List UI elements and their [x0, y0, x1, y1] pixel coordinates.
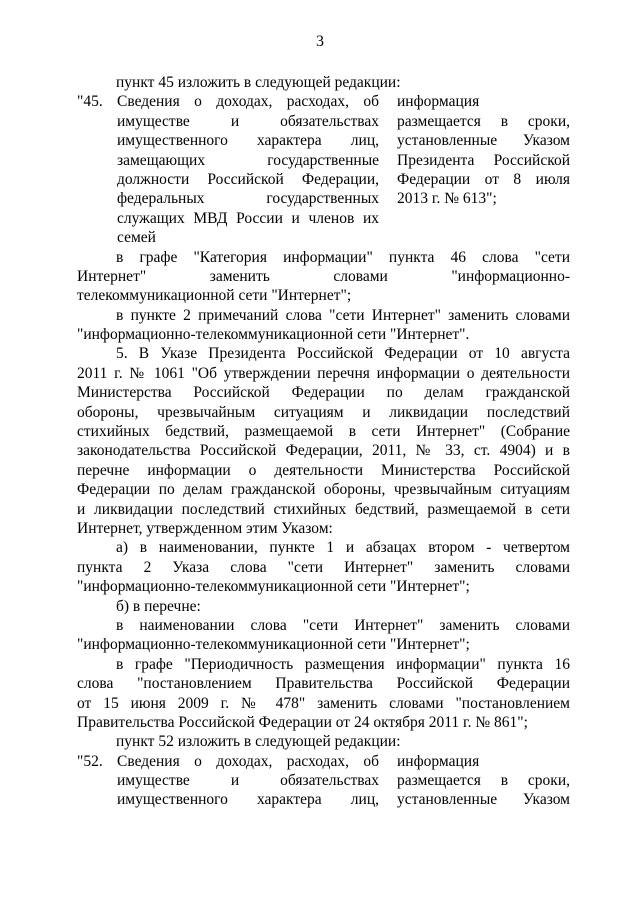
text-line: "информационно-телекоммуникационной сети "Интернет"; [77, 578, 470, 596]
document-body [77, 73, 570, 810]
info-category-cell: замещающих государственные [117, 151, 379, 169]
item-number [77, 131, 117, 150]
text-line: Интернет" заменить словами "информационно- [77, 267, 570, 285]
periodicity-cell [397, 228, 570, 247]
paragraph-subitem-a [77, 538, 570, 596]
text-line: в графе "Категория информации" пункта 46 слова "сети [116, 248, 570, 266]
periodicity-cell: Федерации от 8 июля [397, 170, 570, 188]
info-category-cell: Сведения о доходах, расходах, об [117, 93, 379, 111]
info-category-cell: Сведения о доходах, расходах, об [117, 752, 379, 770]
paragraph-section-5 [77, 344, 570, 538]
text-line: 2011 г. № 1061 "Об утверждении перечня информации о деятельности [77, 364, 570, 382]
periodicity-cell: установленные Указом [397, 791, 570, 809]
periodicity-cell: информация [397, 93, 480, 111]
text-line: "информационно-телекоммуникационной сети "Интернет". [77, 326, 470, 344]
item-number: "52. [77, 752, 103, 770]
text-line: в графе "Периодичность размещения информации" пункта 16 [116, 655, 570, 673]
periodicity-cell: 2013 г. № 613"; [397, 190, 497, 208]
item-number [77, 790, 117, 809]
item-number [77, 151, 117, 170]
table-row [77, 92, 570, 111]
paragraph-title-change [77, 616, 570, 655]
text-line: перечне информации о деятельности Министерства Российской [77, 461, 570, 479]
item-number: "45. [77, 93, 103, 111]
info-category-cell: имуществе и обязательствах [117, 772, 379, 790]
info-category-cell: должности Российской Федерации, [117, 170, 379, 188]
item-number [77, 189, 117, 208]
table-row [77, 170, 570, 189]
amendment-table-item-45 [77, 92, 570, 247]
amendment-table-item-52 [77, 752, 570, 810]
text-line: законодательства Российской Федерации, 2011, № 33, ст. 4904) и в [77, 442, 570, 460]
paragraph-intro-item-52 [77, 732, 570, 751]
table-row [77, 209, 570, 228]
paragraph-periodicity-item-16 [77, 655, 570, 733]
text-line: пункта 2 Указа слова "сети Интернет" заменить словами [77, 558, 570, 576]
info-category-cell: федеральных государственных [117, 190, 379, 208]
text-line: Министерства Российской Федерации по делам гражданской [77, 384, 570, 402]
periodicity-cell: информация [397, 752, 480, 770]
text-line: обороны, чрезвычайным ситуациям и ликвидации последствий [77, 403, 570, 421]
text-line: слова "постановлением Правительства Российской Федерации [77, 675, 570, 693]
text-line: а) в наименовании, пункте 1 и абзацах втором - четвертом [116, 539, 570, 557]
periodicity-cell: Президента Российской [397, 151, 570, 169]
paragraph-subitem-b [77, 597, 570, 616]
item-number [77, 112, 117, 131]
paragraph-notes-item-2 [77, 306, 570, 345]
text-line: 5. В Указе Президента Российской Федерации от 10 августа [116, 345, 570, 363]
table-row [77, 228, 570, 247]
table-row [77, 189, 570, 208]
info-category-cell: имущественного характера лиц, [117, 132, 379, 150]
periodicity-cell [397, 209, 570, 228]
item-number [77, 209, 117, 228]
page-number: 3 [316, 33, 324, 50]
text-line: "информационно-телекоммуникационной сети "Интернет"; [77, 636, 470, 654]
text-line: в пункте 2 примечаний слова "сети Интернет" заменить словами [116, 306, 570, 324]
periodicity-cell: установленные Указом [397, 132, 570, 150]
text-line: б) в перечне: [116, 597, 201, 615]
text-line: Правительства Российской Федерации от 24 октября 2011 г. № 861"; [77, 713, 528, 731]
table-row [77, 131, 570, 150]
info-category-cell: имущественного характера лиц, [117, 791, 379, 809]
text-line: в наименовании слова "сети Интернет" заменить словами [116, 616, 570, 634]
periodicity-cell: размещается в сроки, [397, 112, 570, 130]
paragraph-category-item-46 [77, 248, 570, 306]
text-line: Интернет, утвержденном этим Указом: [77, 519, 333, 537]
text-line: Федерации по делам гражданской обороны, чрезвычайным ситуациям [77, 481, 570, 499]
item-number [77, 771, 117, 790]
text-line: телекоммуникационной сети "Интернет"; [77, 287, 352, 305]
item-number [77, 170, 117, 189]
table-row [77, 112, 570, 131]
info-category-cell: служащих МВД России и членов их [117, 209, 379, 227]
info-category-cell: семей [117, 229, 156, 247]
info-category-cell: имуществе и обязательствах [117, 112, 379, 130]
paragraph-intro-item-45: пункт 45 изложить в следующей редакции: [116, 74, 401, 91]
item-number [77, 228, 117, 247]
table-row [77, 151, 570, 170]
text-line: от 15 июня 2009 г. № 478" заменить словами "постановлением [77, 694, 570, 712]
table-row [77, 771, 570, 790]
text-line: пункт 52 изложить в следующей редакции: [116, 733, 401, 751]
text-line: и ликвидации последствий стихийных бедствий, размещаемой в сети [77, 500, 570, 518]
periodicity-cell: размещается в сроки, [397, 772, 570, 790]
text-line: стихийных бедствий, размещаемой в сети Интернет" (Собрание [77, 423, 570, 441]
table-row [77, 752, 570, 771]
table-row [77, 790, 570, 809]
